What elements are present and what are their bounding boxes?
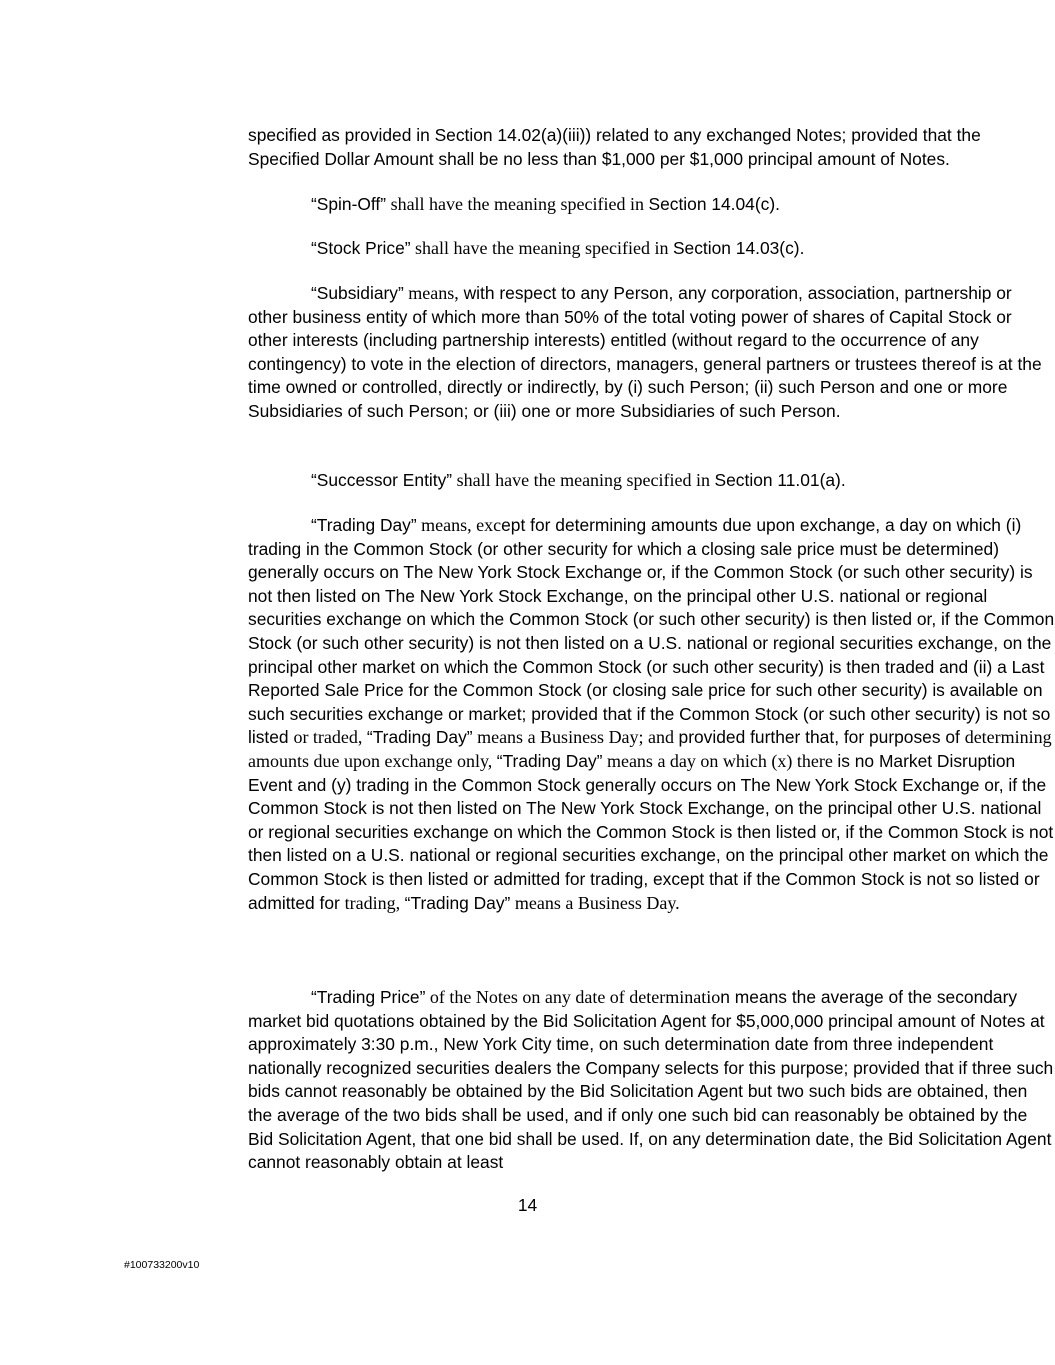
defined-term: “Spin-Off”	[311, 194, 387, 214]
definition-trading-price: “Trading Price” of the Notes on any date of determination means the average of the secondary market bid quotations obtained by the Bid Solicitation Agent for $5,000,000 principal amount of Notes at approximately 3:30 p.m., New York City time, on such determination date from three independent nationally recognized securities dealers the Company selects for this purpose; provided that if three such bids cannot reasonably be obtained by the Bid Solicitation Agent but two such bids are obtained, then the average of the two bids shall be used, and if only one such bid can reasonably be obtained by the Bid Solicitation Agent, that one bid shall be used. If, on any determination date, the Bid Solicitation Agent cannot reasonably obtain at least	[248, 987, 1054, 1173]
definition-subsidiary: “Subsidiary” means, with respect to any Person, any corporation, association, partnership or other business entity of which more than 50% of the total voting power of shares of Capital Stock or other interests (including partnership interests) entitled (without regard to the occurrence of any contingency) to vote in the election of directors, managers, general partners or trustees thereof is at the time owned or controlled, directly or indirectly, by (i) such Person; (ii) such Person and one or more Subsidiaries of such Person; or (iii) one or more Subsidiaries of such Person.	[248, 283, 1042, 421]
defined-term: “Trading Day”	[311, 515, 417, 535]
definition-stock-price: “Stock Price” shall have the meaning specified in Section 14.03(c).	[311, 238, 805, 258]
definition-trading-day: “Trading Day” means, except for determining amounts due upon exchange, a day on which (i) trading in the Common Stock (or other security for which a closing sale price must be determined) generally occurs on The New York Stock Exchange or, if the Common Stock (or such other security) is not then listed on The New York Stock Exchange, on the principal other U.S. national or regional securities exchange on which the Common Stock (or such other security) is then listed or, if the Common Stock (or such other security) is not then listed on a U.S. national or regional securities exchange, on the principal other market on which the Common Stock (or such other security) is then traded and (ii) a Last Reported Sale Price for the Common Stock (or closing sale price for such other security) is available on such securities exchange or market; provided that if the Common Stock (or such other security) is not so listed or traded, “Trading Day” means a Business Day; and provided further that, for purposes of determining amounts due upon exchange only, “Trading Day” means a day on which (x) there is no Market Disruption Event and (y) trading in the Common Stock generally occurs on The New York Stock Exchange or, if the Common Stock is not then listed on The New York Stock Exchange, on the principal other U.S. national or regional securities exchange on which the Common Stock is then listed or, if the Common Stock is not then listed on a U.S. national or regional securities exchange, on the principal other market on which the Common Stock is then listed or admitted for trading, except that if the Common Stock is not so listed or admitted for trading, “Trading Day” means a Business Day.	[248, 515, 1055, 913]
defined-term: “Successor Entity”	[311, 470, 453, 490]
page-number: 14	[517, 1195, 538, 1215]
definition-spin-off: “Spin-Off” shall have the meaning specified in Section 14.04(c).	[311, 194, 780, 214]
defined-term: “Trading Day”	[496, 750, 603, 771]
definition-successor-entity: “Successor Entity” shall have the meaning specified in Section 11.01(a).	[311, 470, 846, 490]
paragraph-continuation: specified as provided in Section 14.02(a)(iii)) related to any exchanged Notes; provided that the Specified Dollar Amount shall be no less than $1,000 per $1,000 principal amount of Notes.	[248, 125, 981, 169]
document-id: #100733200v10	[124, 1259, 200, 1271]
defined-term: “Subsidiary”	[311, 283, 404, 303]
defined-term: “Trading Price”	[311, 987, 426, 1007]
defined-term: “Trading Day”	[404, 892, 511, 913]
defined-term: “Stock Price”	[311, 238, 411, 258]
defined-term: “Trading Day”	[366, 727, 473, 748]
